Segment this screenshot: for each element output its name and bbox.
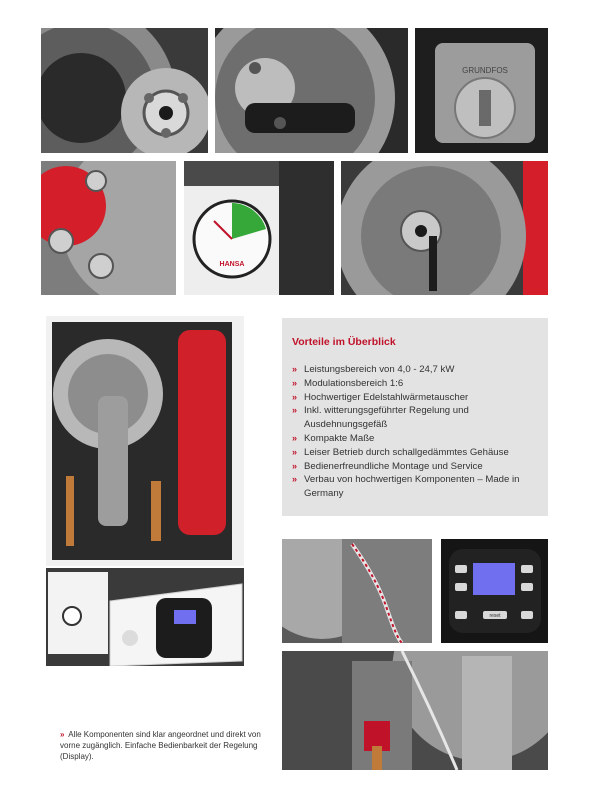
bullet-marker-icon: » [292,474,298,485]
bullet-marker-icon: » [292,405,298,416]
feature-item [292,404,544,432]
bullet-marker-icon: » [292,446,298,457]
photo-cable-sensor [282,539,432,643]
bullet-marker-icon: » [60,730,65,739]
features-panel [282,318,548,516]
bullet-marker-icon: » [292,391,298,402]
bullet-marker-icon: » [292,460,298,471]
feature-item [292,460,544,474]
photo-pressure-gauge [184,161,334,295]
photo-red-flange [41,161,176,295]
feature-item-text: Leiser Betrieb durch schallgedämmtes Gehäuse [304,446,509,458]
feature-item-text: Modulationsbereich 1:6 [304,377,404,389]
gauge-brand-text: HANSA [219,261,245,268]
photo-circulation-pump [415,28,548,153]
caption-text: Alle Komponenten sind klar angeordnet und direkt von vorne zugänglich. Einfache Bedienbarkeit der Regelung (Display). [60,730,261,761]
bullet-marker-icon: » [292,377,298,388]
feature-item-text: Inkl. witterungsgeführter Regelung und Ausdehnungsgefäß [304,405,469,431]
photo-burner-flange [41,28,208,153]
photo-ignition-electrode [215,28,408,153]
photo-control-display [441,539,548,643]
photo-boiler-open [46,316,244,666]
features-list [292,363,544,501]
feature-item-text: Kompakte Maße [304,432,375,444]
feature-item-text: Leistungsbereich von 4,0 - 24,7 kW [304,364,455,375]
feature-item [292,377,544,391]
feature-item [292,391,544,405]
features-title: Vorteile im Überblick [292,336,396,348]
display-reset-label: reset [489,613,501,619]
boiler-caption [60,729,265,762]
bullet-marker-icon: » [292,364,298,374]
feature-item [292,473,544,501]
feature-item-text: Hochwertiger Edelstahlwärmetauscher [304,391,469,403]
feature-item [292,446,544,460]
photo-burner-fan [341,161,548,295]
feature-item [292,363,544,377]
feature-item-text: Bedienerfreundliche Montage und Service [304,460,483,472]
feature-item [292,432,544,446]
pump-brand-text: GRUNDFOS [462,66,508,75]
feature-item-text: Verbau von hochwertigen Komponenten – Made in Germany [304,474,520,500]
bullet-marker-icon: » [292,432,298,443]
photo-gas-valve [282,651,548,770]
